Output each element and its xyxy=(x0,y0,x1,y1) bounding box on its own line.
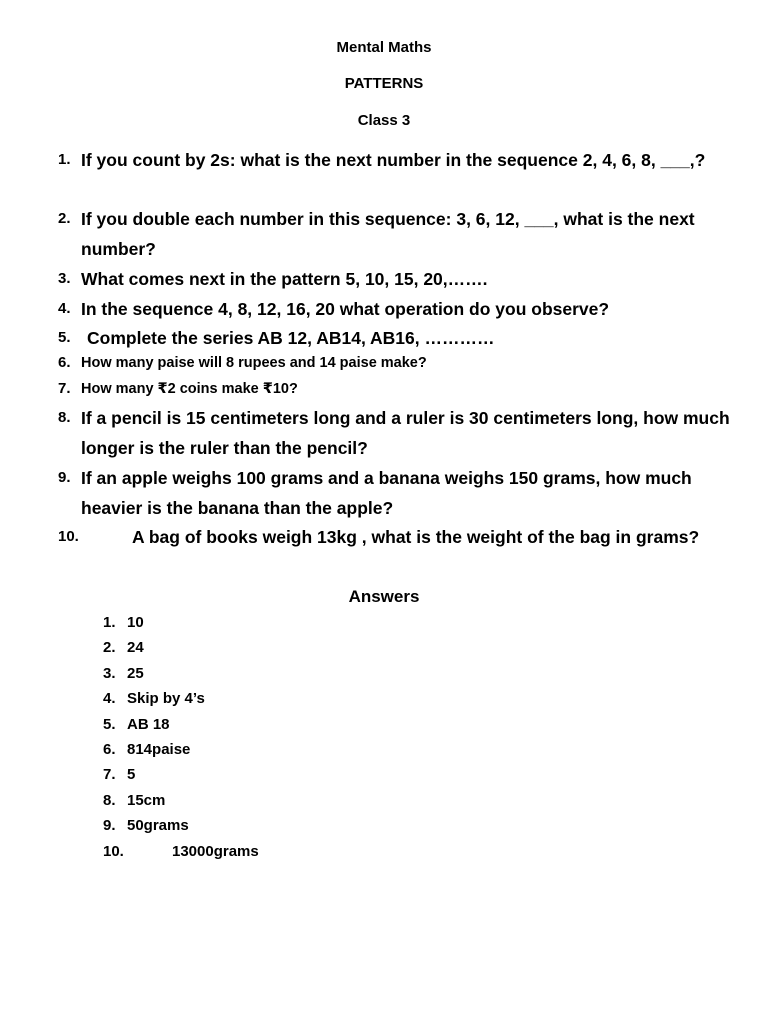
answers-heading: Answers xyxy=(348,587,420,606)
question-text: A bag of books weigh 13kg , what is the weight of the bag in grams? xyxy=(132,527,700,547)
question-text: If you double each number in this sequence: 3, 6, 12, ___, what is the next number? xyxy=(81,209,695,259)
topic-title: PATTERNS xyxy=(344,75,424,92)
answer-text: 50grams xyxy=(127,817,189,834)
answer-number: 9. xyxy=(103,817,116,834)
answer-text: 25 xyxy=(127,665,144,682)
question-text: In the sequence 4, 8, 12, 16, 20 what operation do you observe? xyxy=(81,299,610,319)
question-text: If an apple weighs 100 grams and a banana weighs 150 grams, how much heavier is the banana than the apple? xyxy=(81,468,692,518)
question-text: How many paise will 8 rupees and 14 paise make? xyxy=(81,355,427,371)
answer-number: 3. xyxy=(103,665,116,682)
answer-item-3 xyxy=(103,664,144,684)
question-text: What comes next in the pattern 5, 10, 15, 20,……. xyxy=(81,269,488,289)
answer-item-6 xyxy=(103,740,190,760)
answer-item-8 xyxy=(103,791,165,811)
answer-number: 1. xyxy=(103,614,116,631)
answer-item-1 xyxy=(103,613,144,633)
answer-item-5 xyxy=(103,715,170,735)
question-number: 6. xyxy=(58,354,71,371)
answer-number: 7. xyxy=(103,766,116,783)
answer-item-7 xyxy=(103,765,135,785)
question-number: 5. xyxy=(58,329,71,346)
question-number: 3. xyxy=(58,270,71,287)
class-label: Class 3 xyxy=(357,112,411,129)
question-number: 9. xyxy=(58,469,71,486)
answer-number: 2. xyxy=(103,639,116,656)
question-number: 7. xyxy=(58,380,71,397)
answer-item-9 xyxy=(103,816,189,836)
question-text: How many ₹2 coins make ₹10? xyxy=(81,381,298,397)
answer-item-4 xyxy=(103,689,205,709)
answer-number: 8. xyxy=(103,792,116,809)
question-text: If a pencil is 15 centimeters long and a ruler is 30 centimeters long, how much longer is the ruler than the pencil? xyxy=(81,408,730,458)
question-text: Complete the series AB 12, AB14, AB16, ………… xyxy=(87,328,495,348)
answer-number: 6. xyxy=(103,741,116,758)
question-text: If you count by 2s: what is the next number in the sequence 2, 4, 6, 8, ___,? xyxy=(81,150,706,170)
question-number: 4. xyxy=(58,300,71,317)
answer-number: 5. xyxy=(103,716,116,733)
answer-text: 15cm xyxy=(127,792,166,809)
answer-text: 10 xyxy=(127,614,144,631)
question-number: 2. xyxy=(58,210,71,227)
answer-text: 24 xyxy=(127,639,144,656)
subject-title: Mental Maths xyxy=(336,39,432,56)
answer-item-2 xyxy=(103,638,144,658)
question-number: 8. xyxy=(58,409,71,426)
question-number: 1. xyxy=(58,151,71,168)
answer-number: 10. xyxy=(103,843,124,860)
question-number: 10. xyxy=(58,528,79,545)
answer-item-10 xyxy=(103,842,259,862)
answer-text: AB 18 xyxy=(127,716,170,733)
answer-number: 4. xyxy=(103,690,116,707)
answer-text: Skip by 4’s xyxy=(127,690,205,707)
answer-text: 5 xyxy=(127,766,136,783)
answer-text: 13000grams xyxy=(172,843,259,860)
answer-text: 814paise xyxy=(127,741,191,758)
